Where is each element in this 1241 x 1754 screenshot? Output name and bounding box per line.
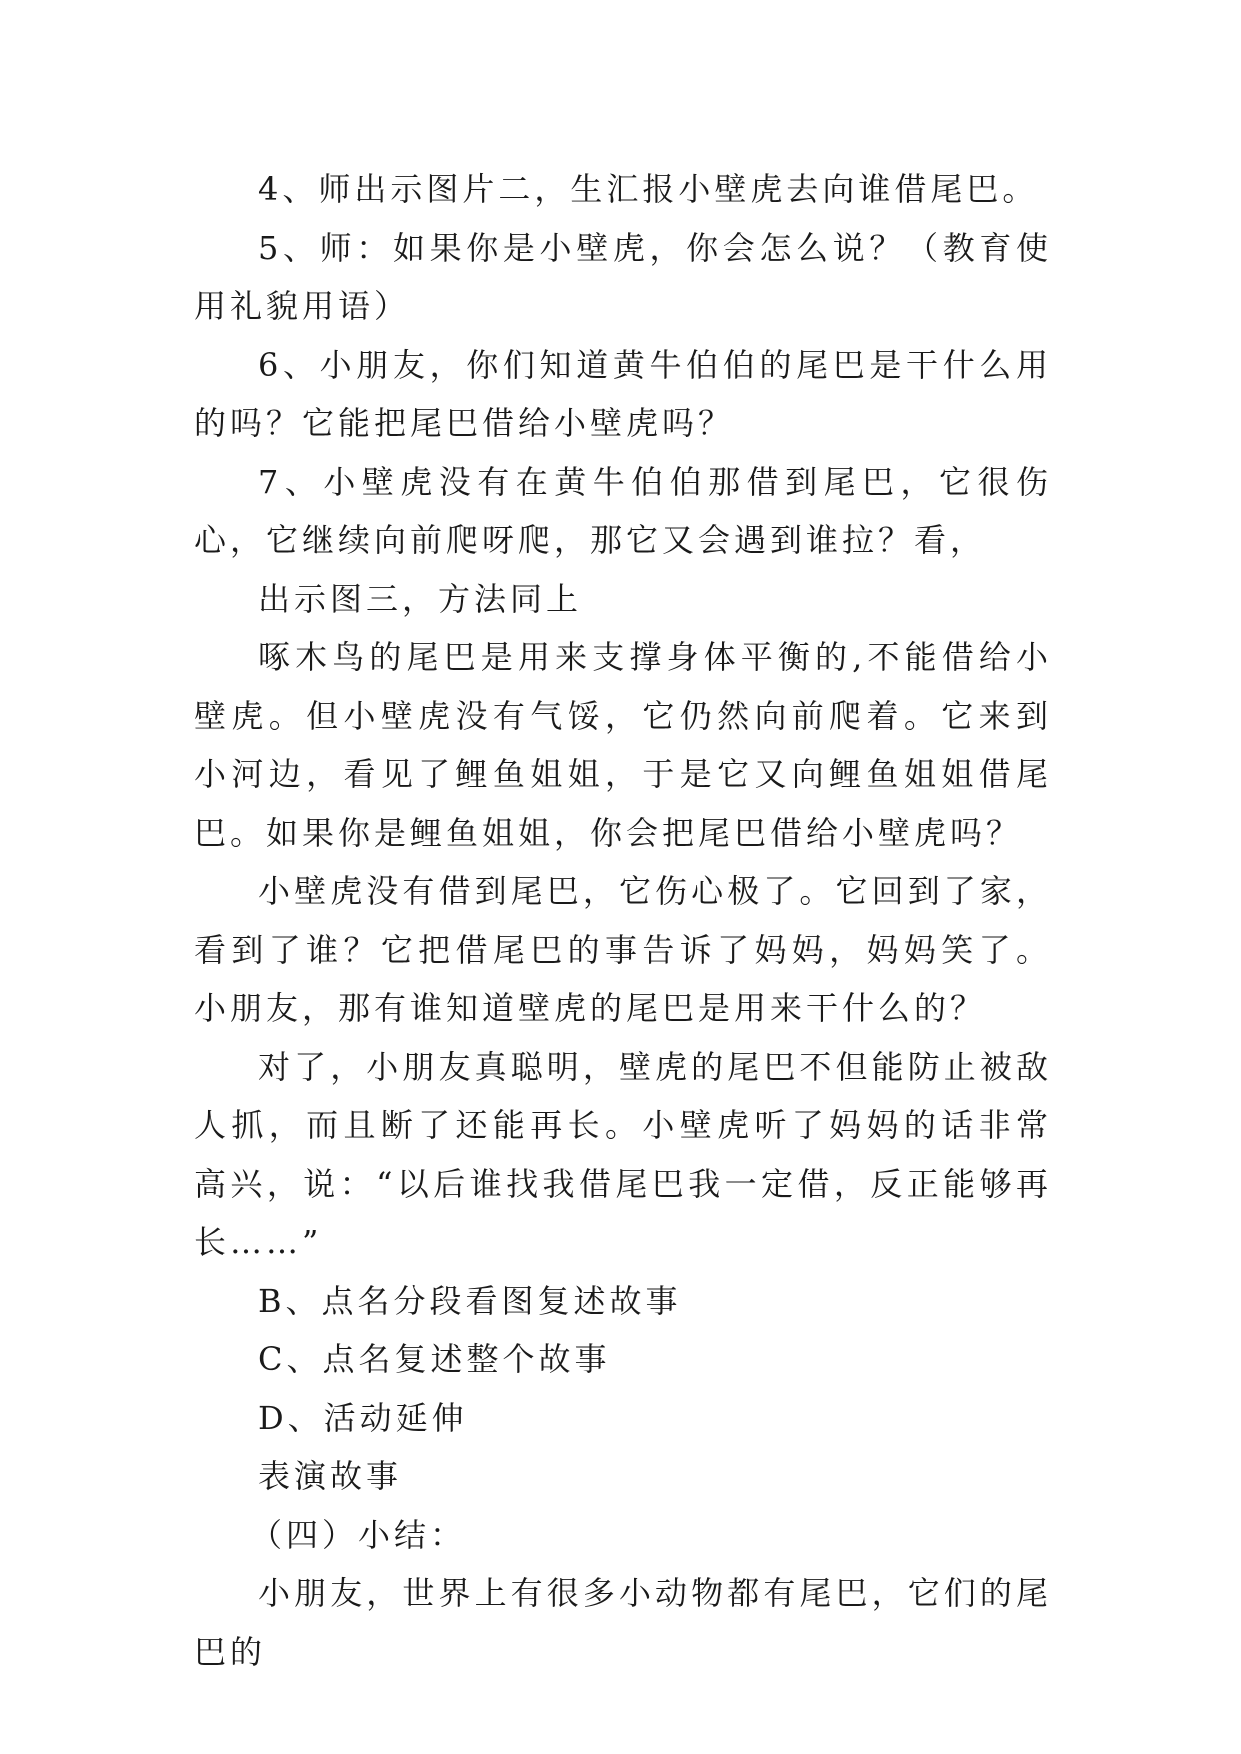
- paragraph-step-d: D、活动延伸: [258, 1398, 468, 1437]
- paragraph-woodpecker: 啄木鸟的尾巴是用来支撑身体平衡的,不能借给小壁虎。但小壁虎没有气馁，它仍然向前爬着。它来到小河边，看见了鲤鱼姐姐，于是它又向鲤鱼姐姐借尾巴。如果你是鲤鱼姐姐，你会把尾巴借给小壁虎吗？: [194, 638, 1052, 852]
- paragraph-step-5: 5、师：如果你是小壁虎，你会怎么说？（教育使用礼貌用语）: [194, 228, 1052, 325]
- paragraph-perform-story: 表演故事: [258, 1457, 403, 1495]
- section-heading-summary: （四）小结：: [250, 1515, 467, 1554]
- paragraph-summary: 小朋友，世界上有很多小动物都有尾巴，它们的尾巴的: [194, 1574, 1052, 1671]
- paragraph-step-b: B、点名分段看图复述故事: [258, 1281, 682, 1320]
- paragraph-step-c: C、点名复述整个故事: [258, 1340, 611, 1378]
- paragraph-step-6: 6、小朋友，你们知道黄牛伯伯的尾巴是干什么用的吗？它能把尾巴借给小壁虎吗？: [194, 345, 1052, 442]
- paragraph-returns-home: 小壁虎没有借到尾巴，它伤心极了。它回到了家，看到了谁？它把借尾巴的事告诉了妈妈，妈妈笑了。小朋友，那有谁知道壁虎的尾巴是用来干什么的？: [194, 872, 1052, 1027]
- paragraph-step-7: 7、小壁虎没有在黄牛伯伯那借到尾巴，它很伤心，它继续向前爬呀爬，那它又会遇到谁拉？看，: [194, 462, 1052, 559]
- paragraph-tail-regrows: 对了，小朋友真聪明，壁虎的尾巴不但能防止被敌人抓，而且断了还能再长。小壁虎听了妈妈的话非常高兴，说：“以后谁找我借尾巴我一定借，反正能够再长……”: [194, 1047, 1052, 1261]
- paragraph-step-4: 4、师出示图片二，生汇报小壁虎去向谁借尾巴。: [258, 170, 1039, 208]
- paragraph-show-picture-3: 出示图三，方法同上: [258, 579, 583, 618]
- document-body: [194, 160, 1052, 1681]
